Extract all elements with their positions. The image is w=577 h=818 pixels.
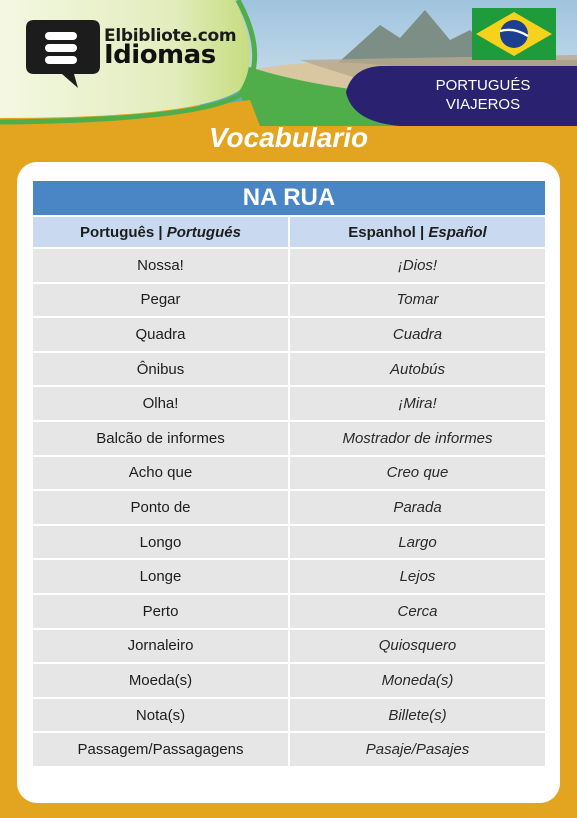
spanish-term: Mostrador de informes	[289, 421, 546, 456]
course-language: PORTUGUÉS	[435, 77, 531, 94]
portuguese-term: Ônibus	[32, 352, 289, 387]
column-header-portuguese	[32, 216, 289, 248]
course-audience: VIAJEROS	[445, 96, 521, 113]
portuguese-term: Acho que	[32, 456, 289, 491]
brand-name-bottom: Idiomas	[104, 40, 216, 70]
header-banner	[0, 0, 577, 126]
spanish-term: Largo	[289, 525, 546, 560]
spanish-term: Billete(s)	[289, 698, 546, 733]
portuguese-term: Ponto de	[32, 490, 289, 525]
table-row	[32, 283, 546, 318]
portuguese-term: Quadra	[32, 317, 289, 352]
column-header-row	[32, 216, 546, 248]
table-row	[32, 698, 546, 733]
portuguese-term: Perto	[32, 594, 289, 629]
spanish-term: Cerca	[289, 594, 546, 629]
spanish-term: ¡Dios!	[289, 248, 546, 283]
spanish-term: Pasaje/Pasajes	[289, 732, 546, 767]
column-header-spanish	[289, 216, 546, 248]
table-row	[32, 663, 546, 698]
brand-name-top: Elbibliote.com	[104, 26, 237, 46]
spanish-term: Cuadra	[289, 317, 546, 352]
column-header-spanish-italic: Español	[428, 223, 487, 241]
table-row	[32, 317, 546, 352]
portuguese-term: Nota(s)	[32, 698, 289, 733]
brazil-flag-icon	[472, 8, 556, 60]
table-row	[32, 421, 546, 456]
spanish-term: Moneda(s)	[289, 663, 546, 698]
spanish-term: Autobús	[289, 352, 546, 387]
table-row	[32, 559, 546, 594]
spanish-term: ¡Mira!	[289, 386, 546, 421]
table-row	[32, 525, 546, 560]
table-row	[32, 594, 546, 629]
spanish-term: Parada	[289, 490, 546, 525]
portuguese-term: Nossa!	[32, 248, 289, 283]
spanish-term: Quiosquero	[289, 629, 546, 664]
table-row	[32, 386, 546, 421]
column-header-portuguese-italic: Portugués	[166, 223, 241, 241]
table-row	[32, 352, 546, 387]
table-row	[32, 732, 546, 767]
column-header-spanish-main: Espanhol |	[348, 223, 429, 241]
portuguese-term: Longo	[32, 525, 289, 560]
table-row	[32, 456, 546, 491]
spanish-term: Lejos	[289, 559, 546, 594]
section-title: Vocabulario	[208, 122, 369, 153]
portuguese-term: Passagem/Passagagens	[32, 732, 289, 767]
vocabulary-table	[32, 180, 546, 767]
portuguese-term: Longe	[32, 559, 289, 594]
column-header-portuguese-main: Português |	[80, 223, 167, 241]
table-heading: NA RUA	[32, 180, 546, 216]
portuguese-term: Pegar	[32, 283, 289, 318]
spanish-term: Tomar	[289, 283, 546, 318]
portuguese-term: Jornaleiro	[32, 629, 289, 664]
portuguese-term: Olha!	[32, 386, 289, 421]
table-row	[32, 248, 546, 283]
spanish-term: Creo que	[289, 456, 546, 491]
portuguese-term: Balcão de informes	[32, 421, 289, 456]
table-row	[32, 629, 546, 664]
table-row	[32, 490, 546, 525]
portuguese-term: Moeda(s)	[32, 663, 289, 698]
